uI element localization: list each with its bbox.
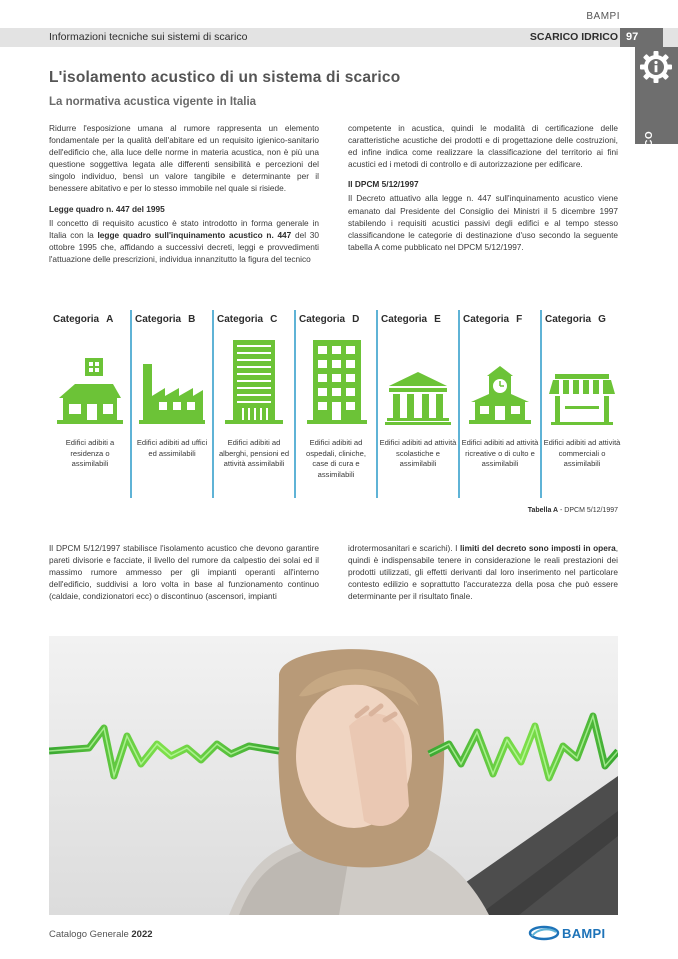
category-description: Edifici adibiti ad uffici ed assimilabili bbox=[136, 438, 208, 458]
footer-label: Catalogo Generale bbox=[49, 929, 129, 940]
limits-paragraph: idrotermosanitari e scarichi). I limiti del decreto sono imposti in opera, quindi è indispensabile tenere in considerazione le reali prestazioni dei prodotti utilizzati, gli effetti derivanti dal loro inserimento nel particolare contesto edilizio e soprattutto l'accuratezza della posa che può essere determinante per il risultato finale. bbox=[348, 543, 619, 602]
section-label: Informazioni tecniche sui sistemi di scarico bbox=[49, 31, 248, 43]
hotel-icon bbox=[219, 336, 289, 426]
school-icon bbox=[383, 336, 453, 426]
category-description: Edifici adibiti ad ospedali, cliniche, case di cura e assimilabili bbox=[306, 438, 366, 479]
chapter-label: SCARICO IDRICO bbox=[529, 31, 618, 43]
category-e bbox=[377, 310, 459, 500]
competente-paragraph: competente in acustica, quindi le modalità di certificazione delle caratteristiche acustiche dei prodotti e di progettazione delle costruzioni, ed infine indica come realizzare la classificazione del territorio ai fini acustici ed i metodi di controllo e di autorizzazione per edificare. bbox=[348, 123, 618, 170]
header-brand: BAMPI bbox=[586, 11, 620, 22]
category-description: Edifici adibiti ad attività ricreative o di culto e assimilabili bbox=[461, 438, 539, 468]
legge-paragraph: Il concetto di requisito acustico è stato introdotto in forma generale in Italia con la legge quadro sull'inquinamento acustico n. 447 del 30 ottobre 1995 che, affidando a successivi decreti, leggi e provvedimenti l'attuazione delle prescrizioni, individua innanzitutto la figura del tecnico bbox=[49, 217, 319, 264]
info-gear-icon bbox=[639, 50, 673, 84]
legge-heading: Legge quadro n. 447 del 1995 bbox=[49, 203, 165, 214]
logo-wordmark: BAMPI bbox=[562, 926, 606, 941]
table-caption: Tabella A - DPCM 5/12/1997 bbox=[527, 507, 618, 514]
side-tab bbox=[635, 47, 678, 181]
category-table bbox=[49, 310, 619, 500]
category-description: Edifici adibiti ad alberghi, pensioni ed attività assimilabili bbox=[218, 438, 290, 468]
dpcm-detail-paragraph: Il DPCM 5/12/1997 stabilisce l'isolamento acustico che devono garantire pareti divisorie e facciate, il livello del rumore da calpestio dei solai ed il massimo rumore ammesso per gli impianti operanti all'interno dell'edificio, suddivisi a loro volta in base al funzionamento continuo (caldaie, condizionatori ecc) o discontinuo (ascensori, impianti bbox=[49, 543, 319, 602]
page-number: 97 bbox=[620, 28, 663, 47]
house-icon bbox=[55, 336, 125, 426]
category-f bbox=[459, 310, 541, 500]
footer-catalog bbox=[49, 929, 153, 940]
category-c bbox=[213, 310, 295, 500]
category-description: Edifici adibiti a residenza o assimilabili bbox=[65, 438, 115, 468]
page-title: L'isolamento acustico di un sistema di scarico bbox=[49, 69, 401, 86]
category-title: Categoria F bbox=[463, 314, 523, 325]
category-title: Categoria B bbox=[135, 314, 196, 325]
dpcm-heading: Il DPCM 5/12/1997 bbox=[348, 179, 419, 190]
shop-icon bbox=[547, 336, 617, 426]
church-icon bbox=[465, 336, 535, 426]
category-d bbox=[295, 310, 377, 500]
bampi-logo bbox=[528, 924, 618, 942]
text-column-2 bbox=[348, 122, 618, 261]
category-title: Categoria G bbox=[545, 314, 606, 325]
category-b bbox=[131, 310, 213, 500]
category-title: Categoria D bbox=[299, 314, 360, 325]
text-column-1 bbox=[49, 122, 319, 273]
noise-photo bbox=[49, 636, 618, 915]
category-title: Categoria C bbox=[217, 314, 278, 325]
factory-icon bbox=[137, 336, 207, 426]
text-column-3 bbox=[49, 542, 319, 610]
category-g bbox=[541, 310, 623, 500]
hospital-icon bbox=[301, 336, 371, 426]
category-description: Edifici adibiti ad attività scolastiche e assimilabili bbox=[379, 438, 457, 468]
text-column-4 bbox=[348, 542, 618, 610]
dpcm-paragraph: Il Decreto attuativo alla legge n. 447 sull'inquinamento acustico viene emanato dal Presidente del Consiglio dei Ministri il 5 dicembre 1997 stabilendo i requisiti acustici passivi degli edifici e al tempo stesso classificandone le categorie di destinazione d'uso secondo la seguente tabella A come pubblicato nel DPCM 5/12/1997. bbox=[348, 193, 618, 252]
photo-illustration bbox=[49, 636, 618, 915]
footer-year: 2022 bbox=[131, 929, 153, 940]
category-title: Categoria E bbox=[381, 314, 441, 325]
category-a bbox=[49, 310, 131, 500]
category-description: Edifici adibiti ad attività commerciali o assimilabili bbox=[543, 438, 621, 468]
category-title: Categoria A bbox=[53, 314, 114, 325]
side-tab-label: SCARICO bbox=[644, 130, 655, 181]
logo-mark-icon bbox=[528, 924, 560, 942]
page-subtitle: La normativa acustica vigente in Italia bbox=[49, 96, 257, 108]
intro-paragraph: Ridurre l'esposizione umana al rumore rappresenta un elemento fondamentale per la qualità dell'abitare ed un requisito igienico-sanitario dell'edificio che, alla luce delle norme in materia acustica, non è più una questione soggettiva legata alle differenti sensibilità e percezioni del singolo individuo, bensì un valore tangibile e determinante per il benessere abitativo e per lo stesso immobile nel quale si risiede. bbox=[49, 123, 319, 194]
header-bar bbox=[0, 28, 678, 47]
